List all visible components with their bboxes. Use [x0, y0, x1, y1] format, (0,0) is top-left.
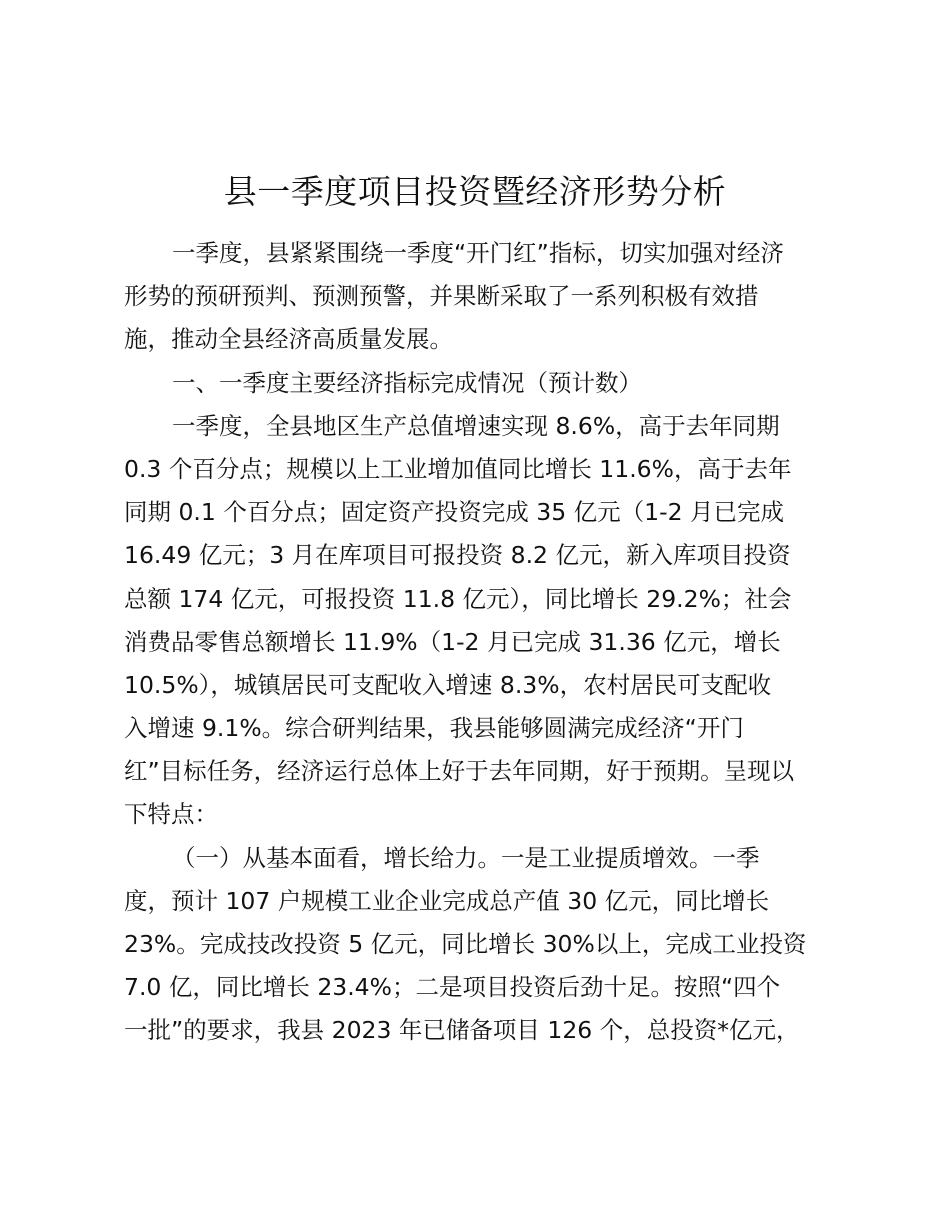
text-line: 一批”的要求，我县 2023 年已储备项目 126 个，总投资*亿元，	[124, 1016, 800, 1045]
text-line: 总额 174 亿元，可报投资 11.8 亿元），同比增长 29.2%；社会	[124, 584, 792, 613]
text-line: 一季度，全县地区生产总值增速实现 8.6%，高于去年同期	[172, 411, 780, 440]
text-line: 入增速 9.1%。综合研判结果，我县能够圆满完成经济“开门	[124, 714, 744, 743]
text-line: 消费品零售总额增长 11.9%（1-2 月已完成 31.36 亿元，增长	[124, 627, 781, 656]
text-line: 下特点：	[124, 800, 218, 829]
text-line: 16.49 亿元；3 月在库项目可报投资 8.2 亿元，新入库项目投资	[124, 541, 791, 570]
text-line: 形势的预研预判、预测预警，并果断采取了一系列积极有效措	[124, 282, 759, 311]
text-line: 7.0 亿，同比增长 23.4%；二是项目投资后劲十足。按照“四个	[124, 973, 781, 1002]
text-line: 同期 0.1 个百分点；固定资产投资完成 35 亿元（1-2 月已完成	[124, 498, 785, 527]
text-line: 红”目标任务，经济运行总体上好于去年同期，好于预期。呈现以	[124, 757, 795, 786]
text-line: 一、一季度主要经济指标完成情况（预计数）	[172, 368, 642, 397]
text-line: 23%。完成技改投资 5 亿元，同比增长 30%以上，完成工业投资	[124, 930, 807, 958]
text-line: 度，预计 107 户规模工业企业完成总产值 30 亿元，同比增长	[124, 886, 770, 915]
document-title: 县一季度项目投资暨经济形势分析	[223, 172, 727, 211]
text-line: 10.5%），城镇居民可支配收入增速 8.3%，农村居民可支配收	[124, 670, 772, 699]
text-line: （一）从基本面看，增长给力。一是工业提质增效。一季	[172, 843, 760, 872]
text-line: 一季度，县紧紧围绕一季度“开门红”指标，切实加强对经济	[172, 239, 784, 267]
text-line: 施，推动全县经济高质量发展。	[124, 325, 453, 354]
text-line: 0.3 个百分点；规模以上工业增加值同比增长 11.6%，高于去年	[124, 454, 792, 483]
document-body	[124, 232, 842, 1053]
